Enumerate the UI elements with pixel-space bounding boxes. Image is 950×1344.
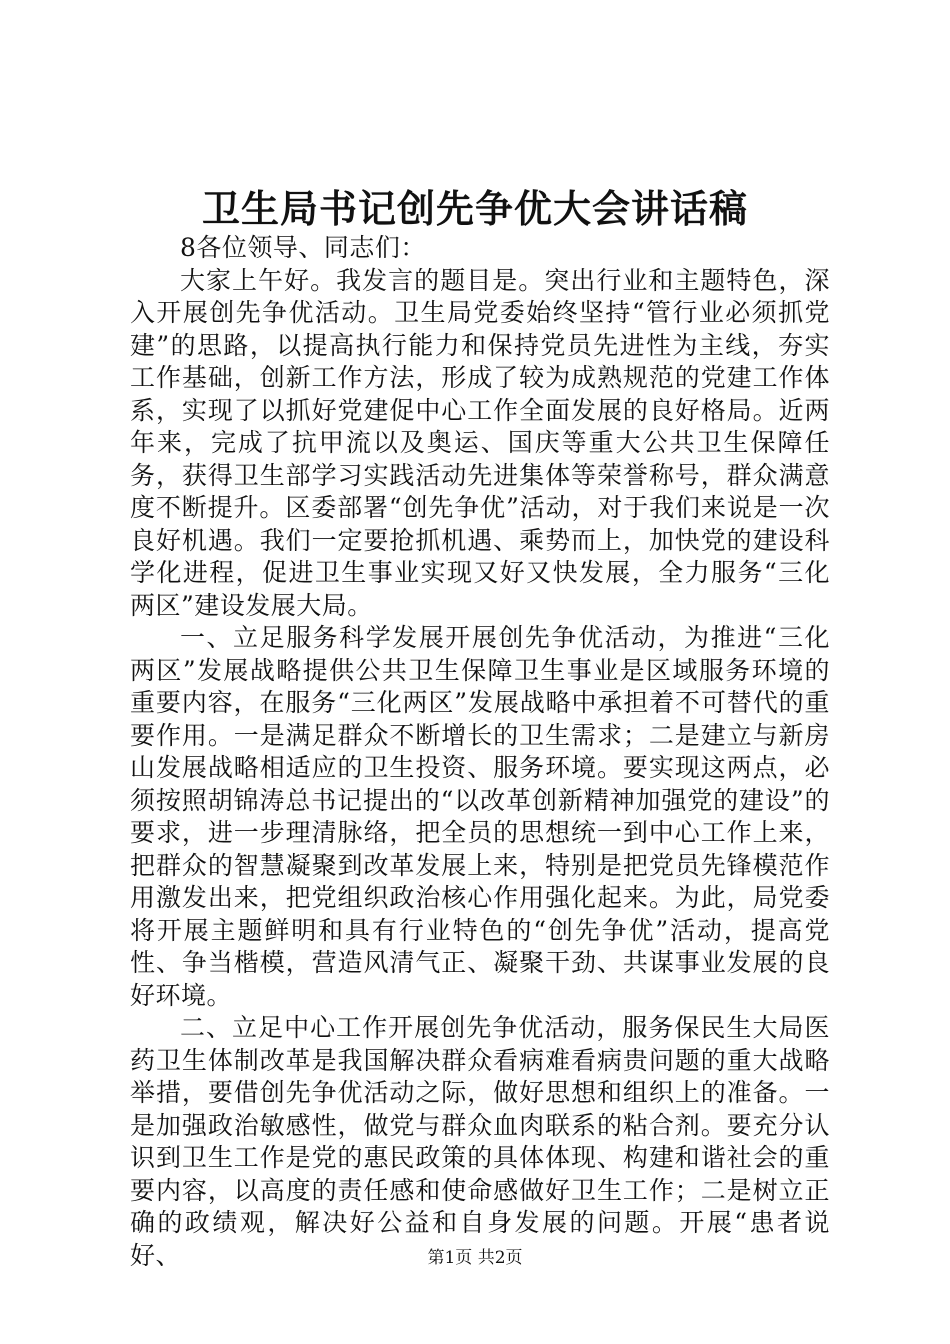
- document-body: [130, 232, 830, 1272]
- paragraph-salutation: 8各位领导、同志们：: [180, 233, 426, 262]
- page-footer: 第1页 共2页: [427, 1248, 523, 1268]
- paragraph-section-two: 二、立足中心工作开展创先争优活动，服务保民生大局医药卫生体制改革是我国解决群众看病难看病贵问题的重大战略举措，要借创先争优活动之际，做好思想和组织上的准备。一是加强政治敏感性，做党与群众血肉联系的粘合剂。要充分认识到卫生工作是党的惠民政策的具体体现、构建和谐社会的重要内容，以高度的责任感和使命感做好卫生工作；二是树立正确的政绩观，解决好公益和自身发展的问题。开展“患者说好、: [130, 1013, 830, 1270]
- paragraph-intro: 大家上午好。我发言的题目是。突出行业和主题特色，深入开展创先争优活动。卫生局党委始终坚持“管行业必须抓党建”的思路，以提高执行能力和保持党员先进性为主线，夯实工作基础，创新工作方法，形成了较为成熟规范的党建工作体系，实现了以抓好党建促中心工作全面发展的良好格局。近两年来，完成了抗甲流以及奥运、国庆等重大公共卫生保障任务，获得卫生部学习实践活动先进集体等荣誉称号，群众满意度不断提升。区委部署“创先争优”活动，对于我们来说是一次良好机遇。我们一定要抢抓机遇、乘势而上，加快党的建设科学化进程，促进卫生事业实现又好又快发展，全力服务“三化两区”建设发展大局。: [130, 265, 830, 620]
- paragraph-section-one: 一、立足服务科学发展开展创先争优活动，为推进“三化两区”发展战略提供公共卫生保障卫生事业是区域服务环境的重要内容，在服务“三化两区”发展战略中承担着不可替代的重要作用。一是满足群众不断增长的卫生需求；二是建立与新房山发展战略相适应的卫生投资、服务环境。要实现这两点，必须按照胡锦涛总书记提出的“以改革创新精神加强党的建设”的要求，进一步理清脉络，把全员的思想统一到中心工作上来，把群众的智慧凝聚到改革发展上来，特别是把党员先锋模范作用激发出来，把党组织政治核心作用强化起来。为此，局党委将开展主题鲜明和具有行业特色的“创先争优”活动，提高党性、争当楷模，营造风清气正、凝聚干劲、共谋事业发展的良好环境。: [130, 623, 830, 1010]
- document-title: 卫生局书记创先争优大会讲话稿: [201, 186, 748, 231]
